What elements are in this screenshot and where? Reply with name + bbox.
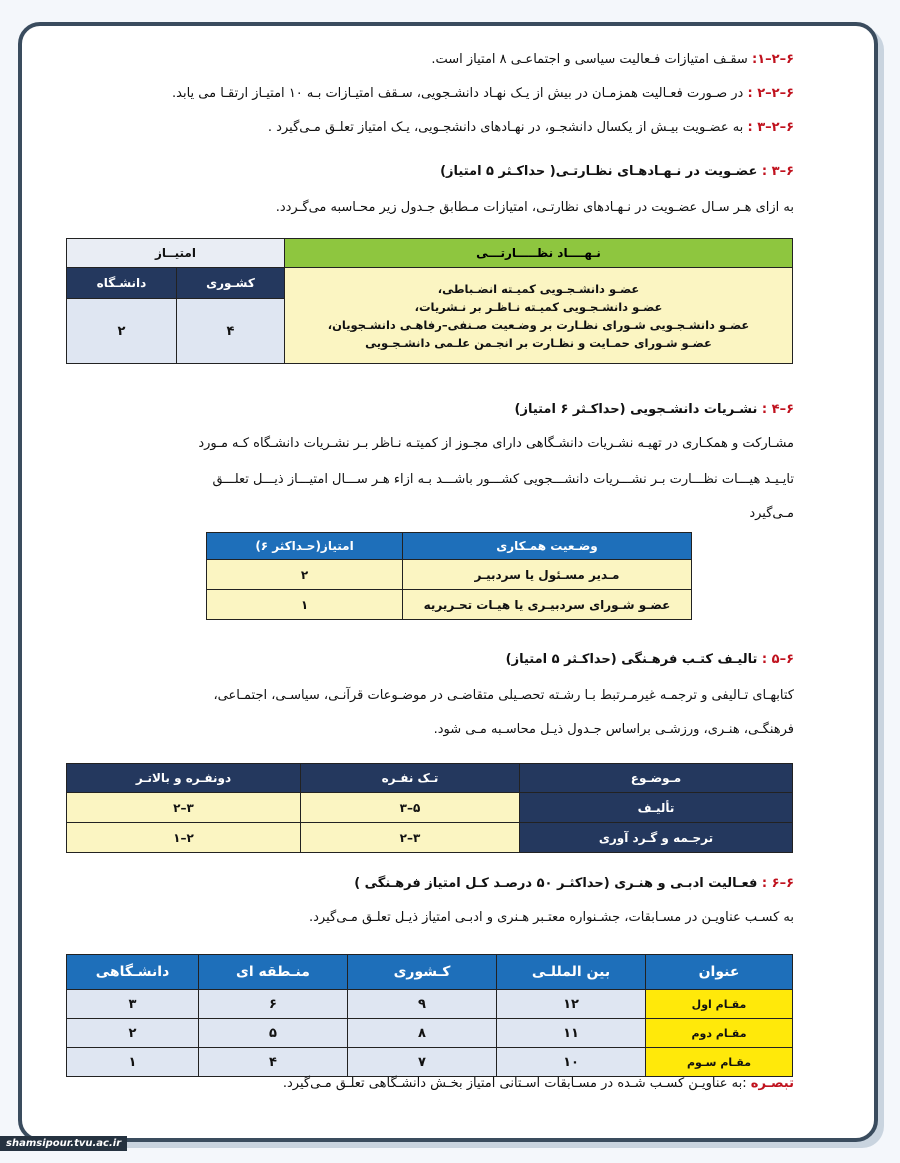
org-list-cell xyxy=(285,268,793,364)
table-header-score: امتیاز(حـداکثر ۶) xyxy=(207,533,403,560)
regional-cell: ۴ xyxy=(199,1048,348,1077)
table-header-national: کشـوری xyxy=(176,268,284,299)
single-cell: ۳–۲ xyxy=(301,823,520,853)
intl-cell: ۱۲ xyxy=(497,990,646,1019)
org-item: عضـو دانشـجـویی کمیـته نـاظـر بر نـشریات، xyxy=(414,299,663,314)
university-cell: ۱ xyxy=(67,1048,199,1077)
clause-number: ۶–۲–۲ : xyxy=(747,86,794,101)
note-line xyxy=(283,1074,794,1094)
section-paragraph-line: مـی‌گیرد xyxy=(749,506,794,521)
clause-text: در صـورت فعـالیت همزمـان در بیش از یـک نهـاد دانشـجویی، سـقف امتیـازات بـه ۱۰ امتیـاز ارتقـا می یابد. xyxy=(172,86,744,101)
org-item: عضـو شـورای حمـایت و نظـارت بر انجـمن علـمی دانشـجـویی xyxy=(365,335,712,350)
table-header-status: وضـعیت همـکاری xyxy=(403,533,692,560)
table-row xyxy=(67,1048,793,1077)
note-label: تبصـره xyxy=(750,1076,794,1091)
clause-text: به عضـویت بیـش از یکسال دانشجـو، در نهـادهای دانشجـویی، یـک امتیاز تعلـق مـی‌گیرد . xyxy=(267,120,744,135)
table-header-national: کـشوری xyxy=(348,955,497,990)
books-table xyxy=(66,763,793,853)
section-title: نشـریات دانشـجویی (حداکـثر ۶ امتیاز) xyxy=(514,402,758,417)
section-title: عضـویت در نـهـادهـای نظـارتـی( حداکـثر ۵ امتیاز) xyxy=(440,164,758,179)
section-paragraph-line: کتابهـای تـالیفی و ترجمـه غیرمـرتبط بـا رشـته تحصـیلی متقاضـی در موضـوعات قرآنـی، سیاسـی، اجتمـاعی، xyxy=(213,688,794,703)
section-title: تالیـف کتـب فرهـنگی (حداکـثر ۵ امتیاز) xyxy=(505,652,758,667)
table-header-score: امتیــاز xyxy=(67,239,285,268)
clause-number: ۶–۲–۳ : xyxy=(747,120,794,135)
score-cell: ۲ xyxy=(207,560,403,590)
table-row xyxy=(207,590,692,620)
table-row xyxy=(207,560,692,590)
table-header-org: نـهــــاد نظـــــارتـــی xyxy=(285,239,793,268)
org-item: عضـو دانشـجـویی شـورای نظـارت بر وضـعیت صـنفی–رفاهـی دانشـجویان، xyxy=(327,317,750,332)
section-heading-6-4 xyxy=(515,400,794,420)
section-number: ۶–۳ : xyxy=(761,164,794,179)
note-text: :به عناویـن کسـب شـده در مسـابقات اسـتانی امتیاز بخـش دانشـگاهی تعلـق مـی‌گیرد. xyxy=(282,1076,747,1091)
section-paragraph-line: فرهنگـی، هنـری، ورزشـی براساس جـدول ذیـل محاسـبه مـی شود. xyxy=(433,722,794,737)
intl-cell: ۱۰ xyxy=(497,1048,646,1077)
national-cell: ۷ xyxy=(348,1048,497,1077)
section-number: ۶–۶ : xyxy=(761,876,794,891)
table-header-regional: منـطقه ای xyxy=(199,955,348,990)
section-heading-6-5 xyxy=(506,650,794,670)
table-header-university: دانشـگاهی xyxy=(67,955,199,990)
status-cell: عضـو شـورای سردبیـری یا هیـات تحـریریه xyxy=(403,590,692,620)
section-number: ۶–۴ : xyxy=(761,402,794,417)
section-paragraph: به ازای هـر سـال عضـویت در نـهـادهای نظارتـی، امتیازات مـطابق جـدول زیر محـاسبه می‌گـردد. xyxy=(275,200,794,215)
org-item: عضـو دانشـجـویی کمیـته انضـباطی، xyxy=(437,281,640,296)
table-header-international: بین المللـی xyxy=(497,955,646,990)
section-paragraph-line: مشـارکت و همکـاری در تهیـه نشـریات دانشـگاهی دارای مجـوز از کمیتـه نـاظر بـر نشـریات دانشـگاه کـه مـورد xyxy=(198,436,794,451)
clause-6-2-1 xyxy=(431,50,794,70)
regional-cell: ۵ xyxy=(199,1019,348,1048)
section-title: فعـالیت ادبـی و هنـری (حداکثـر ۵۰ درصـد کـل امتیاز فرهـنگی ) xyxy=(354,876,758,891)
status-cell: مـدیر مسـئول یا سردبیـر xyxy=(403,560,692,590)
clause-6-2-3 xyxy=(268,118,794,138)
score-university: ۲ xyxy=(67,299,177,364)
publications-table xyxy=(206,532,692,620)
section-number: ۶–۵ : xyxy=(761,652,794,667)
score-cell: ۱ xyxy=(207,590,403,620)
clause-6-2-2 xyxy=(172,84,794,104)
clause-number: ۶–۲–۱: xyxy=(751,52,794,67)
rank-cell: مقـام اول xyxy=(646,990,793,1019)
table-row xyxy=(67,1019,793,1048)
section-heading-6-6 xyxy=(354,874,794,894)
subject-cell: تألیـف xyxy=(520,793,793,823)
arts-table xyxy=(66,954,793,1077)
multi-cell: ۲–۱ xyxy=(67,823,301,853)
regional-cell: ۶ xyxy=(199,990,348,1019)
table-row xyxy=(67,823,793,853)
national-cell: ۸ xyxy=(348,1019,497,1048)
table-row xyxy=(67,793,793,823)
university-cell: ۲ xyxy=(67,1019,199,1048)
section-paragraph: به کسـب عناویـن در مسـابقات، جشـنواره معتـبر هـنری و ادبـی امتیاز ذیـل تعلـق مـی‌گیرد. xyxy=(309,910,794,925)
oversight-table xyxy=(66,238,793,364)
table-header-multi: دونفـره و بالاتـر xyxy=(67,764,301,793)
multi-cell: ۳–۲ xyxy=(67,793,301,823)
table-header-single: تـک نفـره xyxy=(301,764,520,793)
university-cell: ۳ xyxy=(67,990,199,1019)
table-row xyxy=(67,990,793,1019)
single-cell: ۵–۳ xyxy=(301,793,520,823)
table-header-title: عنوان xyxy=(646,955,793,990)
rank-cell: مقـام سـوم xyxy=(646,1048,793,1077)
rank-cell: مقـام دوم xyxy=(646,1019,793,1048)
section-heading-6-3 xyxy=(440,162,794,182)
intl-cell: ۱۱ xyxy=(497,1019,646,1048)
site-watermark: shamsipour.tvu.ac.ir xyxy=(0,1136,127,1151)
subject-cell: ترجـمه و گـرد آوری xyxy=(520,823,793,853)
national-cell: ۹ xyxy=(348,990,497,1019)
table-header-university: دانشـگاه xyxy=(67,268,177,299)
clause-text: سقـف امتیازات فـعالیت سیاسی و اجتماعـی ۸ امتیاز است. xyxy=(431,52,748,67)
table-header-subject: مـوضـوع xyxy=(520,764,793,793)
score-national: ۴ xyxy=(176,299,284,364)
section-paragraph-line: تایـیـد هیـــات نظـــارت بـر نشـــریات دانشـــجویی کشـــور باشـــد بـه ازاء هـر ســـال امتیـــاز ذیـــل تعلـــق xyxy=(212,472,794,487)
